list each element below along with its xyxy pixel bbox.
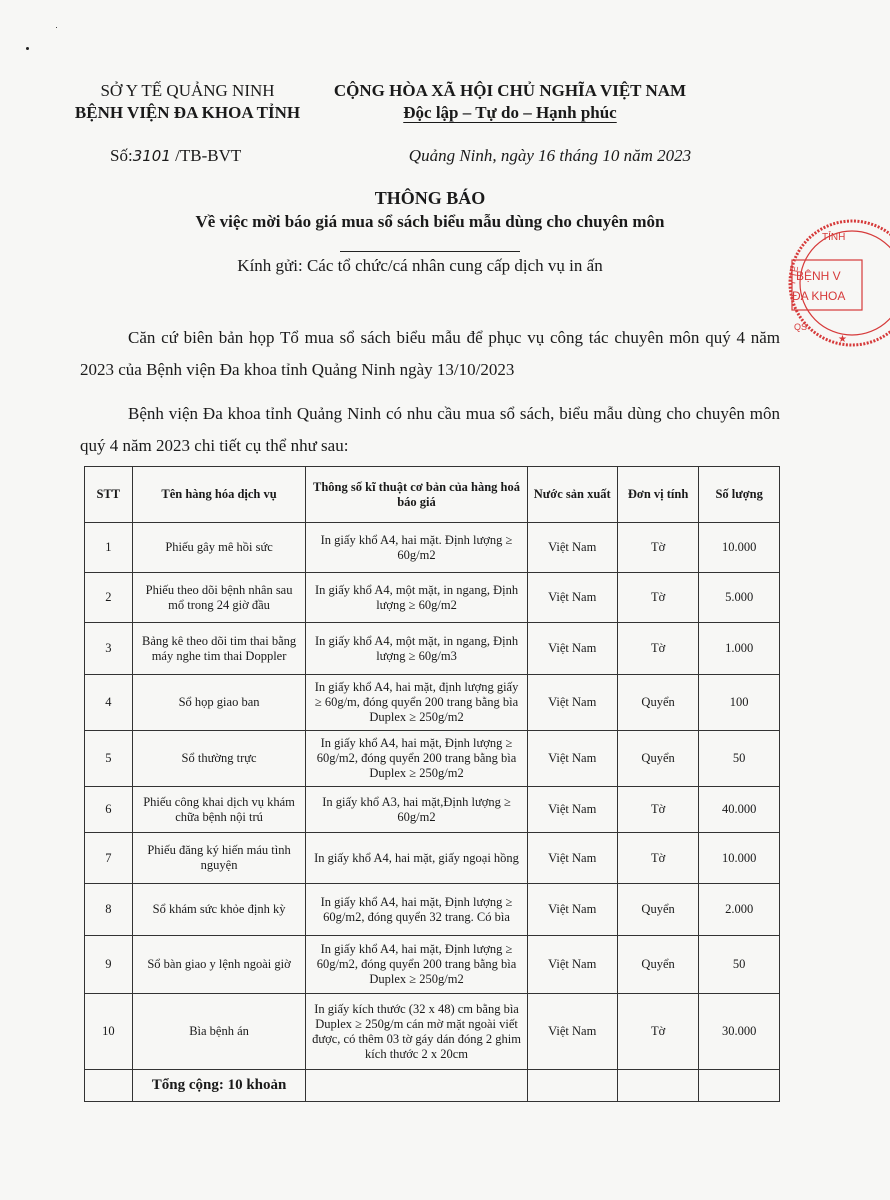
col-header-spec: Thông số kĩ thuật cơ bản của hàng hoá báo giá xyxy=(306,467,527,523)
cell-name: Phiếu công khai dịch vụ khám chữa bệnh nội trú xyxy=(132,787,306,833)
col-header-origin: Nước sản xuất xyxy=(527,467,617,523)
cell-unit: Quyển xyxy=(617,936,698,994)
issuing-organization xyxy=(50,80,325,124)
col-header-qty: Số lượng xyxy=(699,467,780,523)
cell-unit: Tờ xyxy=(617,623,698,675)
stamp-text-bottom: QS xyxy=(794,322,808,332)
cell-spec: In giấy kích thước (32 x 48) cm bằng bìa Duplex ≥ 250g/m cán mờ mặt ngoài viết được, có thêm 03 tờ gáy dán đóng 2 ghim kích thước 2 x 20cm xyxy=(306,994,527,1070)
cell-spec: In giấy khổ A4, hai mặt. Định lượng ≥ 60g/m2 xyxy=(306,523,527,573)
col-header-stt: STT xyxy=(85,467,133,523)
cell-stt: 4 xyxy=(85,675,133,731)
cell-origin: Việt Nam xyxy=(527,936,617,994)
cell-qty: 5.000 xyxy=(699,573,780,623)
table-row xyxy=(85,573,780,623)
document-date: Quảng Ninh, ngày 16 tháng 10 năm 2023 xyxy=(408,146,692,165)
cell-name: Phiếu gây mê hồi sức xyxy=(132,523,306,573)
cell-stt: 9 xyxy=(85,936,133,994)
cell-origin: Việt Nam xyxy=(527,573,617,623)
cell-unit: Quyển xyxy=(617,731,698,787)
table-header-row xyxy=(85,467,780,523)
document-subtitle xyxy=(60,212,800,252)
cell-origin: Việt Nam xyxy=(527,833,617,884)
cell-origin: Việt Nam xyxy=(527,523,617,573)
org-line-2: BỆNH VIỆN ĐA KHOA TỈNH xyxy=(74,103,301,122)
subtitle-text: Về việc mời báo giá mua sổ sách biểu mẫu dùng cho chuyên môn xyxy=(195,212,665,231)
cell-empty xyxy=(527,1070,617,1102)
cell-origin: Việt Nam xyxy=(527,884,617,936)
paragraph-basis xyxy=(80,322,780,386)
cell-qty: 1.000 xyxy=(699,623,780,675)
cell-spec: In giấy khổ A3, hai mặt,Định lượng ≥ 60g/m2 xyxy=(306,787,527,833)
paragraph-1-text: Căn cứ biên bản họp Tổ mua sổ sách biểu mẫu để phục vụ công tác chuyên môn quý 4 năm 2023 của Bệnh viện Đa khoa tỉnh Quảng Ninh ngày 13/10/2023 xyxy=(80,328,780,379)
cell-origin: Việt Nam xyxy=(527,623,617,675)
national-header xyxy=(305,80,715,124)
table-row xyxy=(85,731,780,787)
cell-name: Sổ họp giao ban xyxy=(132,675,306,731)
nation-motto: Độc lập – Tự do – Hạnh phúc xyxy=(403,103,617,122)
cell-stt: 3 xyxy=(85,623,133,675)
cell-qty: 10.000 xyxy=(699,833,780,884)
cell-stt: 8 xyxy=(85,884,133,936)
docno-suffix: /TB-BVT xyxy=(175,146,242,165)
stamp-text-top: TỈNH xyxy=(822,232,846,243)
table-row xyxy=(85,675,780,731)
table-row xyxy=(85,936,780,994)
cell-name: Phiếu đăng ký hiến máu tình nguyện xyxy=(132,833,306,884)
cell-qty: 50 xyxy=(699,936,780,994)
nation-line-1: CỘNG HÒA XÃ HỘI CHỦ NGHĨA VIỆT NAM xyxy=(333,81,687,100)
items-table xyxy=(84,466,780,1102)
recipient-line: Kính gửi: Các tổ chức/cá nhân cung cấp dịch vụ in ấn xyxy=(237,256,603,275)
total-label: Tổng cộng: 10 khoản xyxy=(132,1070,306,1102)
cell-qty: 40.000 xyxy=(699,787,780,833)
total-row xyxy=(85,1070,780,1102)
table-row xyxy=(85,523,780,573)
paragraph-request xyxy=(80,398,780,462)
cell-spec: In giấy khổ A4, hai mặt, Định lượng ≥ 60g/m2, đóng quyển 200 trang bằng bìa Duplex ≥ 250g/m2 xyxy=(306,731,527,787)
red-seal-stamp xyxy=(780,218,890,348)
cell-unit: Tờ xyxy=(617,994,698,1070)
cell-name: Bìa bệnh án xyxy=(132,994,306,1070)
table-row xyxy=(85,833,780,884)
cell-unit: Tờ xyxy=(617,573,698,623)
cell-qty: 30.000 xyxy=(699,994,780,1070)
cell-empty xyxy=(699,1070,780,1102)
cell-spec: In giấy khổ A4, một mặt, in ngang, Định lượng ≥ 60g/m3 xyxy=(306,623,527,675)
cell-qty: 100 xyxy=(699,675,780,731)
org-line-1: SỞ Y TẾ QUẢNG NINH xyxy=(100,81,275,100)
cell-stt: 5 xyxy=(85,731,133,787)
cell-empty xyxy=(617,1070,698,1102)
cell-spec: In giấy khổ A4, hai mặt, Định lượng ≥ 60g/m2, đóng quyển 32 trang. Có bìa xyxy=(306,884,527,936)
cell-stt: 2 xyxy=(85,573,133,623)
cell-qty: 50 xyxy=(699,731,780,787)
cell-stt: 6 xyxy=(85,787,133,833)
docno-prefix: Số: xyxy=(110,146,133,165)
col-header-name: Tên hàng hóa dịch vụ xyxy=(132,467,306,523)
stamp-star: ★ xyxy=(838,334,847,345)
cell-origin: Việt Nam xyxy=(527,675,617,731)
docno-handwritten: 3101 xyxy=(132,147,171,165)
cell-spec: In giấy khổ A4, hai mặt, Định lượng ≥ 60g/m2, đóng quyển 200 trang bằng bìa Duplex ≥ 250g/m2 xyxy=(306,936,527,994)
cell-empty xyxy=(306,1070,527,1102)
cell-empty xyxy=(85,1070,133,1102)
table-row xyxy=(85,994,780,1070)
table-row xyxy=(85,884,780,936)
cell-stt: 10 xyxy=(85,994,133,1070)
cell-unit: Quyển xyxy=(617,884,698,936)
cell-name: Phiếu theo dõi bệnh nhân sau mổ trong 24 giờ đầu xyxy=(132,573,306,623)
cell-stt: 1 xyxy=(85,523,133,573)
cell-spec: In giấy khổ A4, hai mặt, giấy ngoại hồng xyxy=(306,833,527,884)
cell-spec: In giấy khổ A4, một mặt, in ngang, Định lượng ≥ 60g/m2 xyxy=(306,573,527,623)
cell-stt: 7 xyxy=(85,833,133,884)
document-title: THÔNG BÁO xyxy=(374,188,486,208)
table-row xyxy=(85,787,780,833)
cell-origin: Việt Nam xyxy=(527,994,617,1070)
stamp-text-line1: BỆNH V xyxy=(796,269,841,283)
cell-unit: Tờ xyxy=(617,523,698,573)
speck-mark xyxy=(56,27,57,28)
stamp-text-line2: ĐA KHOA xyxy=(792,289,846,303)
cell-spec: In giấy khổ A4, hai mặt, định lượng giấy ≥ 60g/m, đóng quyển 200 trang bằng bìa Duplex ≥ 250g/m2 xyxy=(306,675,527,731)
cell-name: Sổ bàn giao y lệnh ngoài giờ xyxy=(132,936,306,994)
cell-name: Sổ khám sức khỏe định kỳ xyxy=(132,884,306,936)
paragraph-2-text: Bệnh viện Đa khoa tỉnh Quảng Ninh có nhu cầu mua sổ sách, biểu mẫu dùng cho chuyên môn quý 4 năm 2023 chi tiết cụ thể như sau: xyxy=(80,404,780,455)
cell-unit: Tờ xyxy=(617,787,698,833)
cell-origin: Việt Nam xyxy=(527,731,617,787)
cell-qty: 10.000 xyxy=(699,523,780,573)
cell-unit: Tờ xyxy=(617,833,698,884)
subtitle-underline xyxy=(340,245,520,252)
cell-qty: 2.000 xyxy=(699,884,780,936)
speck-mark xyxy=(26,47,29,50)
cell-name: Sổ thường trực xyxy=(132,731,306,787)
cell-name: Bảng kê theo dõi tim thai bằng máy nghe tim thai Doppler xyxy=(132,623,306,675)
table-row xyxy=(85,623,780,675)
cell-unit: Quyển xyxy=(617,675,698,731)
col-header-unit: Đơn vị tính xyxy=(617,467,698,523)
document-number xyxy=(110,146,241,166)
stamp-text-left: Y TẾ xyxy=(786,265,801,287)
cell-origin: Việt Nam xyxy=(527,787,617,833)
